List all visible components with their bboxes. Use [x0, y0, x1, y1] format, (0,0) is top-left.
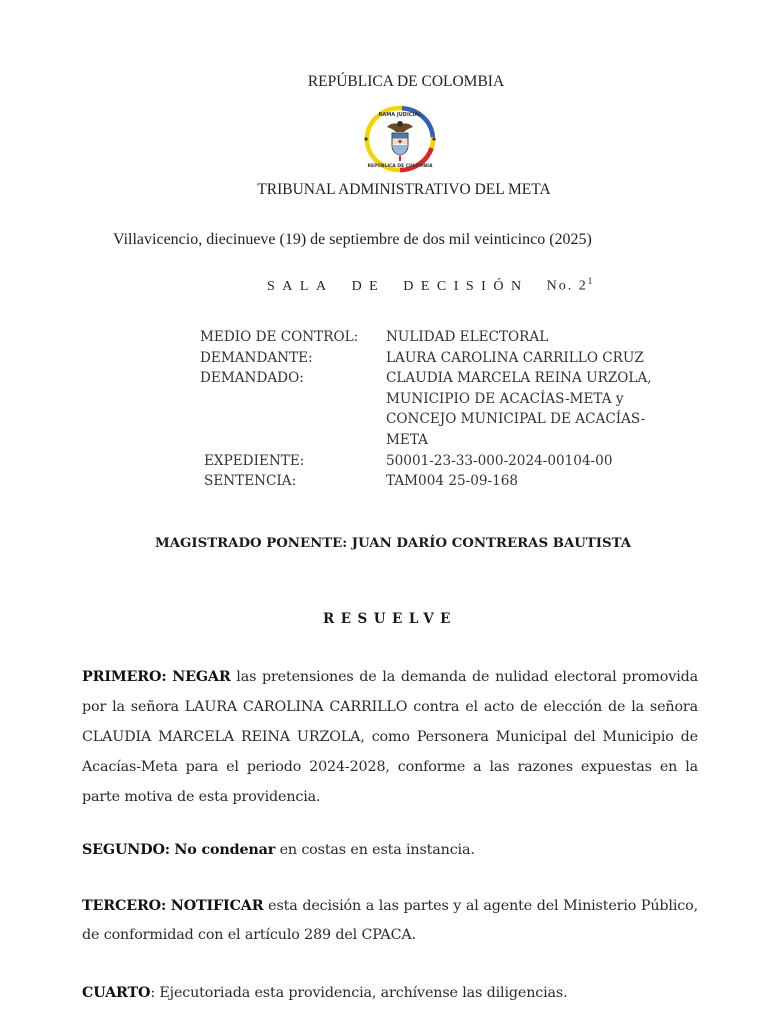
case-info-label: MEDIO DE CONTROL: [200, 329, 359, 345]
case-info-row [200, 451, 652, 472]
magistrado-ponente: MAGISTRADO PONENTE: JUAN DARÍO CONTRERAS BAUTISTA [155, 536, 632, 551]
date-line: Villavicencio, diecinueve (19) de septiembre de dos mil veinticinco (2025) [113, 231, 592, 248]
svg-text:RAMA JUDICIAL: RAMA JUDICIAL [378, 112, 422, 118]
case-info-value: 50001-23-33-000-2024-00104-00 [386, 452, 613, 469]
resolution-segundo [82, 835, 698, 865]
case-info-label: DEMANDADO: [200, 370, 304, 387]
resolution-text: : Ejecutoriada esta providencia, archívense las diligencias. [150, 985, 568, 1001]
sala-number: No. 2 [546, 278, 588, 294]
case-info-value: NULIDAD ELECTORAL [386, 329, 549, 345]
resolution-tercero [82, 892, 698, 949]
resuelve-heading: RESUELVE [323, 611, 457, 627]
sala-word: SALA [267, 278, 334, 294]
resolution-ordinal: SEGUNDO: [82, 842, 170, 858]
case-info-row [200, 471, 652, 492]
case-info-label: SENTENCIA: [204, 473, 297, 490]
sala-word: DE [351, 278, 386, 294]
case-info-value: CLAUDIA MARCELA REINA URZOLA, [386, 370, 652, 387]
resolution-text: esta decisión a las partes y al agente del Ministerio Público, de conformidad con el artículo 289 del CPACA. [82, 898, 698, 943]
case-info-value: CONCEJO MUNICIPAL DE ACACÍAS- [386, 411, 646, 428]
svg-text:REPÚBLICA DE COLOMBIA: REPÚBLICA DE COLOMBIA [367, 164, 433, 169]
case-info-row [200, 327, 652, 348]
sala-heading [267, 276, 592, 295]
case-info-value: MUNICIPIO DE ACACÍAS-META y [386, 390, 624, 407]
resolution-ordinal: PRIMERO: [82, 669, 167, 685]
resolution-text: en costas en esta instancia. [275, 842, 475, 858]
case-info-label: DEMANDANTE: [200, 349, 313, 366]
resolution-text: las pretensiones de la demanda de nulidad electoral promovida por la señora LAURA CAROLINA CARRILLO contra el acto de elección de la señora CLAUDIA MARCELA REINA URZOLA, como Personera Municipal del Municipio de Acacías-Meta para el periodo 2024-2028, conforme a las razones expuestas en la parte motiva de esta providencia. [82, 669, 698, 805]
case-info-label: EXPEDIENTE: [204, 452, 305, 469]
case-info-value: TAM004 25-09-168 [386, 473, 519, 490]
resolution-primero [82, 662, 698, 812]
resolution-action: No condenar [174, 842, 276, 858]
resolution-action: NOTIFICAR [170, 898, 264, 914]
case-info-row [200, 368, 652, 450]
resolution-ordinal: TERCERO: [82, 898, 167, 914]
case-info-value: META [386, 431, 428, 448]
rama-judicial-seal-icon [357, 103, 443, 175]
court-heading: TRIBUNAL ADMINISTRATIVO DEL META [257, 181, 551, 198]
footnote-reference: 1 [587, 276, 593, 286]
case-info-row [200, 348, 652, 369]
resolution-action: NEGAR [172, 669, 231, 685]
resolution-ordinal: CUARTO [82, 985, 151, 1001]
country-heading: REPÚBLICA DE COLOMBIA [307, 73, 505, 90]
case-info-table [200, 327, 652, 492]
case-info-value: LAURA CAROLINA CARRILLO CRUZ [386, 349, 644, 366]
sala-word: DECISIÓN [403, 278, 529, 294]
resolution-cuarto [82, 978, 698, 1008]
